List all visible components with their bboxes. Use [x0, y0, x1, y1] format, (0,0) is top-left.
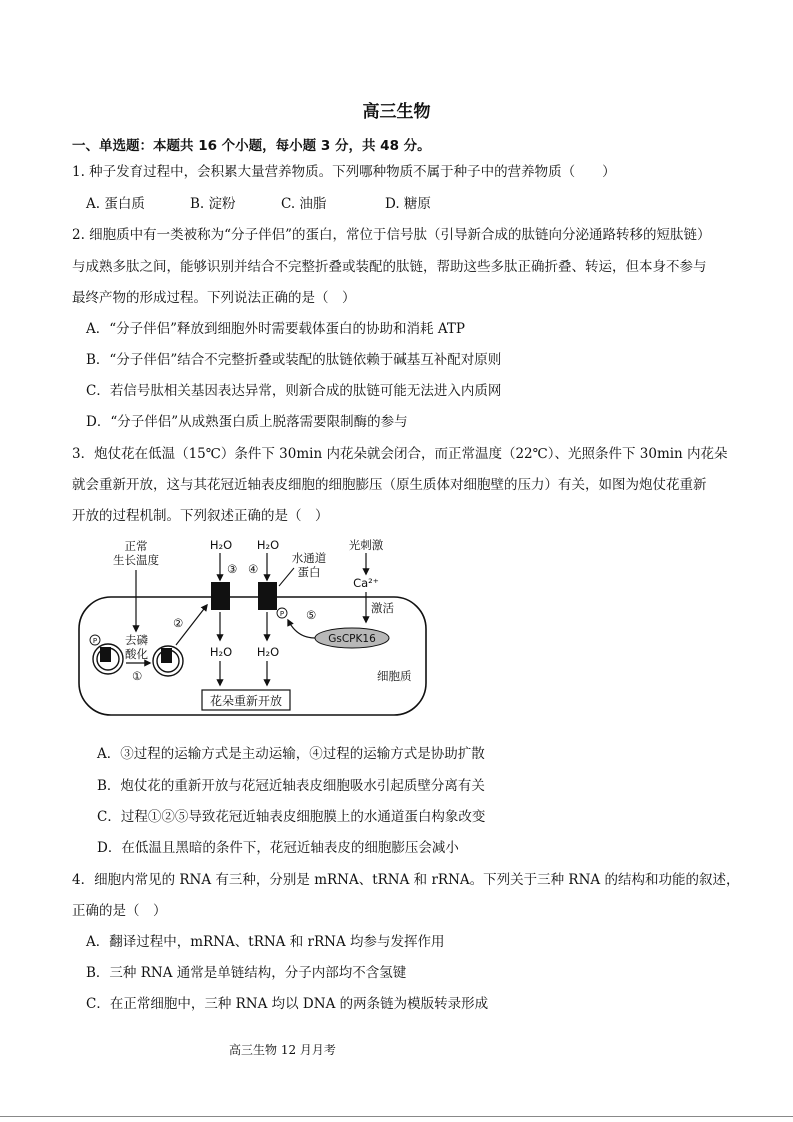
phosphate-label: P [279, 610, 285, 618]
calcium-label: Ca²⁺ [353, 576, 379, 590]
q4-stem-line: 正确的是（ ） [72, 903, 167, 919]
activate-label: 激活 [371, 601, 394, 615]
q1-option-b: B. 淀粉 [190, 196, 236, 212]
water-channel-4 [258, 582, 277, 610]
step-2-label: ② [173, 616, 184, 630]
step-5-label: ⑤ [306, 608, 317, 622]
channel-protein-label: 蛋白 [297, 565, 321, 579]
q2-option-c: C．若信号肽相关基因表达异常，则新合成的肽链可能无法进入内质网 [86, 383, 502, 399]
step-1-label: ① [132, 669, 143, 683]
normal-temp-label: 正常 [124, 539, 148, 553]
q3-stem-line: 开放的过程机制。下列叙述正确的是（ ） [72, 508, 329, 524]
water-out-label: H₂O [209, 645, 233, 659]
dephosphorylation-label: 去磷 [125, 633, 148, 647]
step-4-label: ④ [248, 562, 259, 576]
channel-vesicle [161, 648, 172, 663]
cytoplasm-label: 细胞质 [377, 669, 412, 683]
bottom-rule [0, 1116, 793, 1117]
page-title: 高三生物 [362, 102, 431, 122]
channel-vesicle [100, 647, 111, 662]
mechanism-diagram [72, 532, 432, 722]
q2-option-d: D．“分子伴侣”从成熟蛋白质上脱落需要限制酶的参与 [86, 414, 408, 430]
q3-option-b: B．炮仗花的重新开放与花冠近轴表皮细胞吸水引起质壁分离有关 [97, 778, 485, 794]
q3-stem-line: 就会重新开放，这与其花冠近轴表皮细胞的细胞膨压（原生质体对细胞壁的压力）有关，如图为炮仗花重新 [72, 477, 707, 493]
light-stimulus-label: 光刺激 [348, 538, 384, 552]
q1-option-a: A. 蛋白质 [86, 196, 145, 212]
q3-option-d: D．在低温且黑暗的条件下，花冠近轴表皮的细胞膨压会减小 [97, 840, 459, 856]
q3-option-a: A．③过程的运输方式是主动运输，④过程的运输方式是协助扩散 [97, 746, 485, 762]
page-footer: 高三生物 12 月月考 [229, 1043, 336, 1057]
q1-stem: 1. 种子发育过程中，会积累大量营养物质。下列哪种物质不属于种子中的营养物质（ ） [72, 164, 616, 180]
q2-stem-line: 与成熟多肽之间，能够识别并结合不完整折叠或装配的肽链，帮助这些多肽正确折叠、转运，但本身不参与 [72, 259, 707, 275]
kinase-label: GsCPK16 [328, 633, 376, 645]
q2-stem-line: 2. 细胞质中有一类被称为“分子伴侣”的蛋白，常位于信号肽（引导新合成的肽链向分泌通路转移的短肽链） [72, 227, 711, 243]
water-in-label: H₂O [256, 538, 280, 552]
normal-temp-label: 生长温度 [113, 553, 159, 567]
phosphate-label: P [92, 637, 98, 645]
q1-option-d: D. 糖原 [385, 196, 431, 212]
q4-option-b: B．三种 RNA 通常是单链结构，分子内部均不含氢键 [86, 965, 407, 981]
reopen-label: 花朵重新开放 [209, 694, 283, 708]
water-channel-3 [211, 582, 230, 610]
q4-stem-line: 4．细胞内常见的 RNA 有三种，分别是 mRNA、tRNA 和 rRNA。下列关于三种 RNA 的结构和功能的叙述， [72, 872, 740, 888]
q3-stem-line: 3．炮仗花在低温（15℃）条件下 30min 内花朵就会闭合，而正常温度（22℃）、光照条件下 30min 内花朵 [72, 446, 728, 462]
channel-protein-label: 水通道 [291, 551, 327, 565]
q1-option-c: C. 油脂 [281, 196, 327, 212]
water-in-label: H₂O [209, 538, 233, 552]
q2-option-a: A．“分子伴侣”释放到细胞外时需要载体蛋白的协助和消耗 ATP [86, 321, 465, 337]
section-heading: 一、单选题：本题共 16 个小题，每小题 3 分，共 48 分。 [72, 138, 431, 154]
q2-stem-line: 最终产物的形成过程。下列说法正确的是（ ） [72, 290, 356, 306]
q2-option-b: B．“分子伴侣”结合不完整折叠或装配的肽链依赖于碱基互补配对原则 [86, 352, 502, 368]
q4-option-c: C．在正常细胞中，三种 RNA 均以 DNA 的两条链为模版转录形成 [86, 996, 489, 1012]
water-out-label: H₂O [256, 645, 280, 659]
dephosphorylation-label: 酸化 [125, 647, 148, 661]
step-3-label: ③ [227, 562, 238, 576]
q4-option-a: A．翻译过程中，mRNA、tRNA 和 rRNA 均参与发挥作用 [86, 934, 445, 950]
q3-option-c: C．过程①②⑤导致花冠近轴表皮细胞膜上的水通道蛋白构象改变 [97, 809, 486, 825]
